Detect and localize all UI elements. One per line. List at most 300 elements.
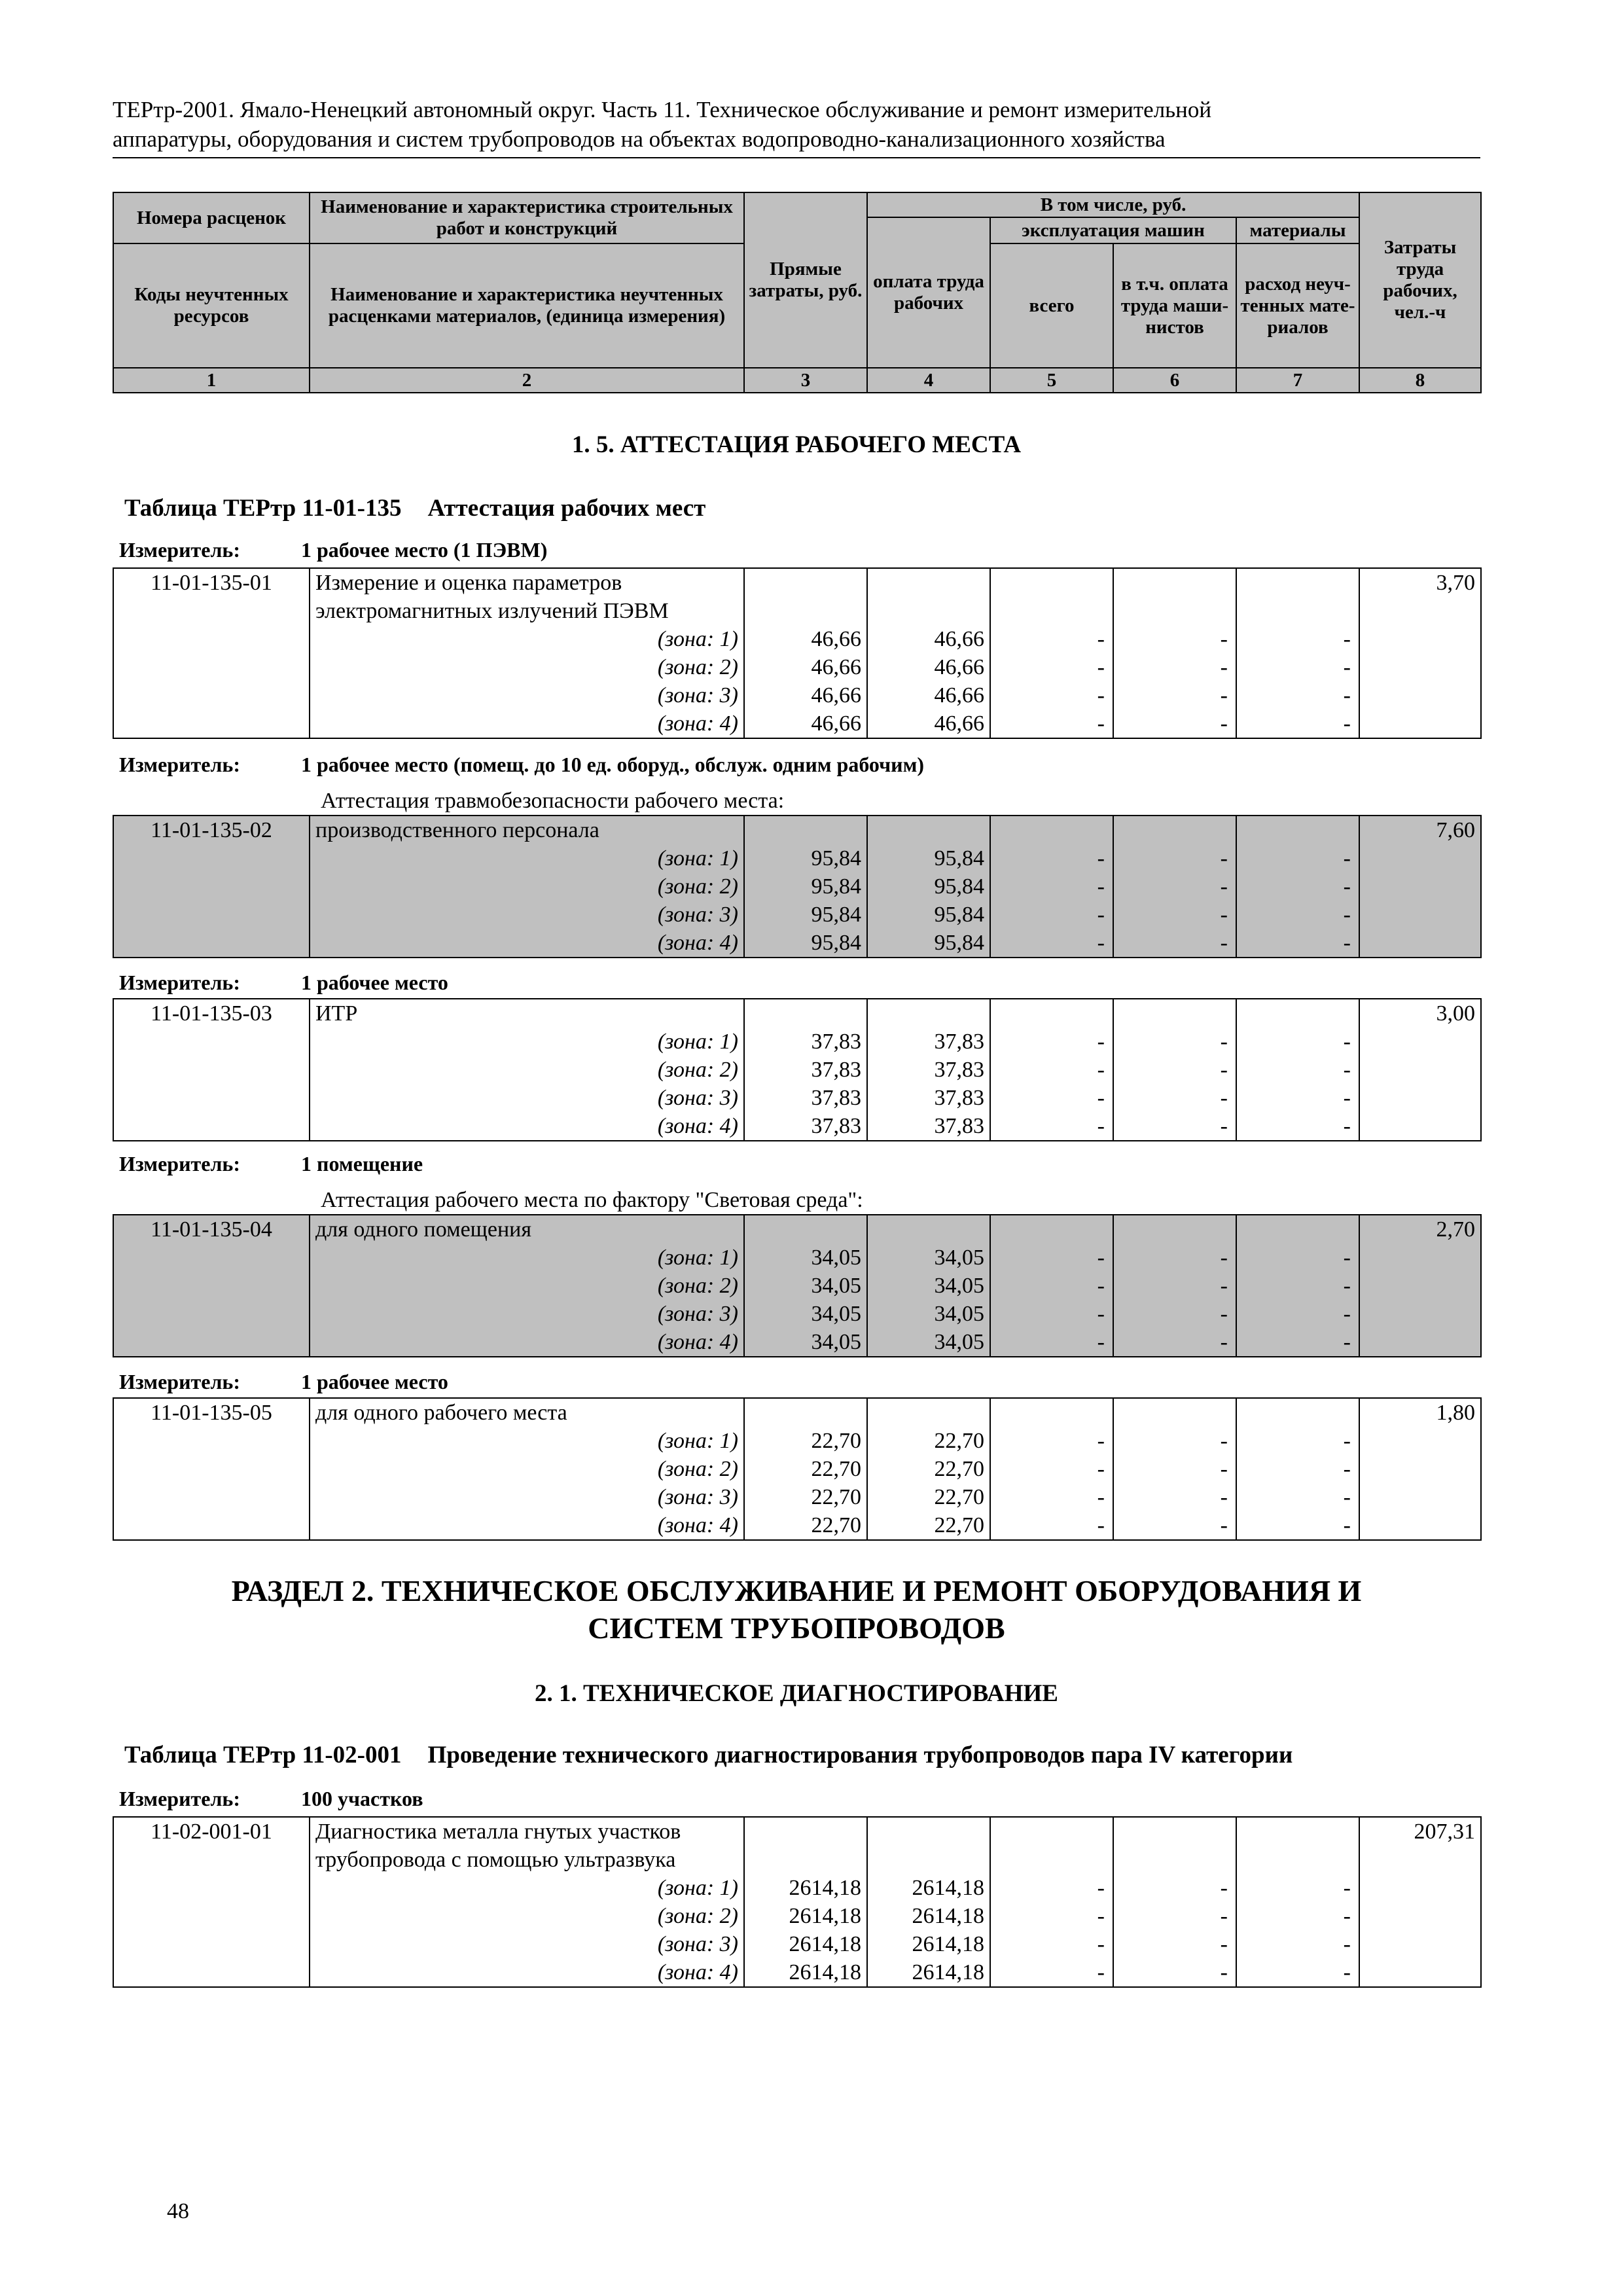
rate-code: 11-01-135-01 <box>113 568 310 597</box>
machines-total: - <box>990 1874 1113 1902</box>
machinist-wage: - <box>1113 1483 1236 1511</box>
labor-cost <box>1359 901 1481 929</box>
rate-name-row <box>113 999 1481 1028</box>
labor-cost <box>1359 1427 1481 1455</box>
meter-value: 1 рабочее место <box>301 971 448 994</box>
empty-cell <box>744 1215 867 1244</box>
zone-label: (зона: 3) <box>310 901 744 929</box>
labor-cost: 3,70 <box>1359 568 1481 597</box>
empty-cell <box>1236 568 1359 597</box>
empty-cell <box>1236 1846 1359 1874</box>
empty-cell <box>1236 597 1359 625</box>
col2-top-header: Наименование и характеристика строительных работ и конструкций <box>310 192 744 243</box>
labor-cost <box>1359 872 1481 901</box>
wage-cost: 22,70 <box>867 1483 990 1511</box>
direct-cost: 46,66 <box>744 653 867 681</box>
machinist-wage: - <box>1113 1300 1236 1328</box>
wage-cost: 34,05 <box>867 1300 990 1328</box>
table-code: Таблица ТЕРтр 11-01-135 <box>124 495 402 522</box>
meter-label: Измеритель: <box>119 1787 240 1810</box>
direct-cost: 22,70 <box>744 1483 867 1511</box>
labor-cost <box>1359 1511 1481 1540</box>
col-number: 6 <box>1113 368 1236 393</box>
machines-total: - <box>990 1028 1113 1056</box>
col-number: 8 <box>1359 368 1481 393</box>
zone-label: (зона: 4) <box>310 709 744 738</box>
rate-table <box>113 1816 1482 1988</box>
labor-cost <box>1359 1300 1481 1328</box>
machinist-wage: - <box>1113 1902 1236 1930</box>
wage-cost: 46,66 <box>867 625 990 653</box>
labor-cost <box>1359 1328 1481 1357</box>
materials-consumption: - <box>1236 844 1359 872</box>
machines-total: - <box>990 844 1113 872</box>
rate-name: Диагностика металла гнутых участков <box>310 1817 744 1846</box>
empty-cell <box>1113 816 1236 844</box>
materials-consumption: - <box>1236 1427 1359 1455</box>
wage-cost: 95,84 <box>867 901 990 929</box>
section-title: 1. 5. АТТЕСТАЦИЯ РАБОЧЕГО МЕСТА <box>571 431 1022 458</box>
zone-row <box>113 929 1481 958</box>
wage-cost: 95,84 <box>867 872 990 901</box>
rate-name: производственного персонала <box>310 816 744 844</box>
direct-cost: 95,84 <box>744 929 867 958</box>
col-number: 1 <box>113 368 310 393</box>
labor-cost <box>1359 1244 1481 1272</box>
meter-value: 1 помещение <box>301 1152 423 1175</box>
machines-total: - <box>990 1958 1113 1987</box>
empty-cell <box>1236 1215 1359 1244</box>
rate-code <box>113 1244 310 1272</box>
zone-row <box>113 1483 1481 1511</box>
rate-code <box>113 1084 310 1112</box>
rate-name: для одного помещения <box>310 1215 744 1244</box>
empty-cell <box>867 1215 990 1244</box>
direct-cost: 2614,18 <box>744 1930 867 1958</box>
machines-total: - <box>990 1300 1113 1328</box>
materials-header: материалы <box>1236 217 1359 243</box>
col6-header: в т.ч. оплата труда маши-нистов <box>1113 243 1236 368</box>
materials-consumption: - <box>1236 872 1359 901</box>
labor-cost: 207,31 <box>1359 1817 1481 1846</box>
rate-code <box>113 1874 310 1902</box>
machines-total: - <box>990 1455 1113 1483</box>
zone-label: (зона: 4) <box>310 1328 744 1357</box>
rate-code <box>113 1328 310 1357</box>
zone-label: (зона: 3) <box>310 1483 744 1511</box>
direct-cost: 46,66 <box>744 625 867 653</box>
direct-cost: 37,83 <box>744 1028 867 1056</box>
rate-code <box>113 901 310 929</box>
labor-cost <box>1359 929 1481 958</box>
machines-total: - <box>990 1930 1113 1958</box>
zone-label: (зона: 4) <box>310 1511 744 1540</box>
rate-name: электромагнитных излучений ПЭВМ <box>310 597 744 625</box>
labor-cost: 1,80 <box>1359 1398 1481 1427</box>
zone-row <box>113 1300 1481 1328</box>
rate-code: 11-01-135-05 <box>113 1398 310 1427</box>
labor-cost <box>1359 1874 1481 1902</box>
direct-cost: 2614,18 <box>744 1902 867 1930</box>
labor-cost <box>1359 1483 1481 1511</box>
rate-code <box>113 1028 310 1056</box>
zone-row <box>113 625 1481 653</box>
materials-consumption: - <box>1236 1244 1359 1272</box>
zone-label: (зона: 2) <box>310 1272 744 1300</box>
zone-label: (зона: 3) <box>310 681 744 709</box>
zone-row <box>113 1328 1481 1357</box>
machines-total: - <box>990 681 1113 709</box>
labor-cost: 3,00 <box>1359 999 1481 1028</box>
rate-code <box>113 1427 310 1455</box>
rate-group-label: Аттестация рабочего места по фактору "Световая среда": <box>321 1188 863 1212</box>
wage-cost: 34,05 <box>867 1328 990 1357</box>
part-title-line-1: РАЗДЕЛ 2. ТЕХНИЧЕСКОЕ ОБСЛУЖИВАНИЕ И РЕМОНТ ОБОРУДОВАНИЯ И <box>231 1574 1362 1607</box>
machines-total: - <box>990 1511 1113 1540</box>
zone-row <box>113 844 1481 872</box>
machinist-wage: - <box>1113 901 1236 929</box>
labor-cost <box>1359 1084 1481 1112</box>
zone-row <box>113 901 1481 929</box>
rate-code: 11-01-135-02 <box>113 816 310 844</box>
rate-name: Измерение и оценка параметров <box>310 568 744 597</box>
machines-header: эксплуатация машин <box>990 217 1236 243</box>
zone-row <box>113 1874 1481 1902</box>
labor-cost <box>1359 1056 1481 1084</box>
machinist-wage: - <box>1113 1272 1236 1300</box>
machines-total: - <box>990 1483 1113 1511</box>
empty-cell <box>990 1846 1113 1874</box>
machinist-wage: - <box>1113 1244 1236 1272</box>
rate-code <box>113 1846 310 1874</box>
direct-cost: 2614,18 <box>744 1874 867 1902</box>
machines-total: - <box>990 929 1113 958</box>
meter-label: Измеритель: <box>119 1152 240 1175</box>
machines-total: - <box>990 1272 1113 1300</box>
machinist-wage: - <box>1113 1084 1236 1112</box>
materials-consumption: - <box>1236 653 1359 681</box>
machines-total: - <box>990 709 1113 738</box>
rate-code <box>113 1300 310 1328</box>
table-code: Таблица ТЕРтр 11-02-001 <box>124 1742 402 1768</box>
table-caption <box>124 494 705 522</box>
col8-header: Затраты труда рабочих, чел.-ч <box>1359 192 1481 368</box>
zone-label: (зона: 1) <box>310 1244 744 1272</box>
zone-label: (зона: 2) <box>310 653 744 681</box>
direct-cost: 46,66 <box>744 681 867 709</box>
col3-header: Прямые затраты, руб. <box>744 192 867 368</box>
zone-label: (зона: 3) <box>310 1084 744 1112</box>
labor-cost <box>1359 1958 1481 1987</box>
materials-consumption: - <box>1236 1328 1359 1357</box>
rate-code <box>113 597 310 625</box>
col1-bottom-header: Коды неучтенных ресурсов <box>113 243 310 368</box>
meter-label: Измеритель: <box>119 753 240 776</box>
zone-row <box>113 1244 1481 1272</box>
materials-consumption: - <box>1236 1483 1359 1511</box>
direct-cost: 37,83 <box>744 1084 867 1112</box>
rate-name-row <box>113 1817 1481 1846</box>
zone-label: (зона: 3) <box>310 1300 744 1328</box>
materials-consumption: - <box>1236 1272 1359 1300</box>
materials-consumption: - <box>1236 1874 1359 1902</box>
meter-value: 100 участков <box>301 1787 423 1810</box>
direct-cost: 34,05 <box>744 1300 867 1328</box>
rate-code <box>113 653 310 681</box>
rate-code <box>113 1483 310 1511</box>
zone-label: (зона: 1) <box>310 1874 744 1902</box>
rate-name-row <box>113 597 1481 625</box>
direct-cost: 95,84 <box>744 901 867 929</box>
rate-name-row <box>113 1215 1481 1244</box>
zone-row <box>113 1511 1481 1540</box>
machines-total: - <box>990 1902 1113 1930</box>
wage-cost: 46,66 <box>867 653 990 681</box>
labor-cost <box>1359 1930 1481 1958</box>
rate-code <box>113 1112 310 1141</box>
rate-code <box>113 1272 310 1300</box>
direct-cost: 95,84 <box>744 844 867 872</box>
empty-cell <box>744 999 867 1028</box>
machinist-wage: - <box>1113 1511 1236 1540</box>
rate-name-row <box>113 816 1481 844</box>
running-header <box>113 95 1480 154</box>
empty-cell <box>1113 1846 1236 1874</box>
meter-line <box>119 1787 423 1811</box>
rate-name-row <box>113 568 1481 597</box>
meter-line <box>119 1152 423 1176</box>
rate-table <box>113 567 1482 739</box>
wage-cost: 34,05 <box>867 1244 990 1272</box>
materials-consumption: - <box>1236 1028 1359 1056</box>
machinist-wage: - <box>1113 929 1236 958</box>
table-caption <box>124 1741 1293 1769</box>
rate-code <box>113 1511 310 1540</box>
rate-table <box>113 1397 1482 1541</box>
empty-cell <box>1113 1817 1236 1846</box>
meter-value: 1 рабочее место (помещ. до 10 ед. оборуд., обслуж. одним рабочим) <box>301 753 925 776</box>
labor-cost <box>1359 597 1481 625</box>
column-header-table <box>113 192 1482 393</box>
machinist-wage: - <box>1113 1328 1236 1357</box>
empty-cell <box>1113 1398 1236 1427</box>
machinist-wage: - <box>1113 872 1236 901</box>
rate-name: для одного рабочего места <box>310 1398 744 1427</box>
labor-cost <box>1359 1455 1481 1483</box>
page-number: 48 <box>167 2199 189 2223</box>
wage-cost: 37,83 <box>867 1112 990 1141</box>
direct-cost: 22,70 <box>744 1455 867 1483</box>
direct-cost: 22,70 <box>744 1511 867 1540</box>
empty-cell <box>1113 568 1236 597</box>
machines-total: - <box>990 872 1113 901</box>
machines-total: - <box>990 1244 1113 1272</box>
zone-label: (зона: 1) <box>310 625 744 653</box>
rate-code <box>113 1056 310 1084</box>
wage-cost: 2614,18 <box>867 1874 990 1902</box>
machines-total: - <box>990 625 1113 653</box>
zone-row <box>113 1056 1481 1084</box>
machines-total: - <box>990 653 1113 681</box>
zone-row <box>113 681 1481 709</box>
zone-label: (зона: 1) <box>310 1427 744 1455</box>
meter-label: Измеритель: <box>119 538 240 562</box>
part-title <box>113 1572 1480 1647</box>
rate-code <box>113 872 310 901</box>
wage-cost: 46,66 <box>867 681 990 709</box>
zone-row <box>113 1902 1481 1930</box>
materials-consumption: - <box>1236 1930 1359 1958</box>
machines-total: - <box>990 1328 1113 1357</box>
labor-cost <box>1359 1846 1481 1874</box>
rate-code <box>113 709 310 738</box>
zone-row <box>113 1028 1481 1056</box>
labor-cost <box>1359 625 1481 653</box>
col-number: 5 <box>990 368 1113 393</box>
meter-label: Измеритель: <box>119 971 240 994</box>
rate-code: 11-02-001-01 <box>113 1817 310 1846</box>
table-name: Аттестация рабочих мест <box>427 495 706 522</box>
zone-row <box>113 709 1481 738</box>
empty-cell <box>744 1817 867 1846</box>
direct-cost: 46,66 <box>744 709 867 738</box>
labor-cost <box>1359 1902 1481 1930</box>
materials-consumption: - <box>1236 1084 1359 1112</box>
meter-line <box>119 538 547 562</box>
wage-cost: 22,70 <box>867 1427 990 1455</box>
empty-cell <box>990 1215 1113 1244</box>
labor-cost <box>1359 681 1481 709</box>
rate-code <box>113 844 310 872</box>
running-header-line-2: аппаратуры, оборудования и систем трубопроводов на объектах водопроводно-канализационного хозяйства <box>113 126 1166 152</box>
rate-table <box>113 815 1482 958</box>
empty-cell <box>1236 1817 1359 1846</box>
labor-cost: 7,60 <box>1359 816 1481 844</box>
zone-row <box>113 872 1481 901</box>
rate-code <box>113 681 310 709</box>
empty-cell <box>990 597 1113 625</box>
empty-cell <box>744 1846 867 1874</box>
materials-consumption: - <box>1236 709 1359 738</box>
zone-label: (зона: 4) <box>310 1112 744 1141</box>
direct-cost: 37,83 <box>744 1112 867 1141</box>
wage-cost: 37,83 <box>867 1084 990 1112</box>
empty-cell <box>1236 1398 1359 1427</box>
machinist-wage: - <box>1113 1427 1236 1455</box>
materials-consumption: - <box>1236 1902 1359 1930</box>
zone-label: (зона: 2) <box>310 1056 744 1084</box>
machinist-wage: - <box>1113 709 1236 738</box>
materials-consumption: - <box>1236 1455 1359 1483</box>
table-name: Проведение технического диагностирования трубопроводов пара IV категории <box>427 1742 1293 1768</box>
machinist-wage: - <box>1113 1028 1236 1056</box>
wage-cost: 37,83 <box>867 1028 990 1056</box>
rate-group-label: Аттестация травмобезопасности рабочего места: <box>321 789 785 813</box>
empty-cell <box>990 999 1113 1028</box>
empty-cell <box>867 1817 990 1846</box>
rate-name: трубопровода с помощью ультразвука <box>310 1846 744 1874</box>
rate-code <box>113 1455 310 1483</box>
running-header-line-1: ТЕРтр-2001. Ямало-Ненецкий автономный округ. Часть 11. Техническое обслуживание и ремонт измерительной <box>113 97 1212 122</box>
wage-cost: 22,70 <box>867 1511 990 1540</box>
meter-label: Измеритель: <box>119 1370 240 1393</box>
part-title-line-2: СИСТЕМ ТРУБОПРОВОДОВ <box>588 1611 1005 1645</box>
wage-cost: 2614,18 <box>867 1902 990 1930</box>
zone-label: (зона: 4) <box>310 1958 744 1987</box>
empty-cell <box>990 1398 1113 1427</box>
empty-cell <box>990 568 1113 597</box>
empty-cell <box>1236 999 1359 1028</box>
meter-line <box>119 753 924 777</box>
rate-code: 11-01-135-04 <box>113 1215 310 1244</box>
empty-cell <box>867 568 990 597</box>
wage-cost: 46,66 <box>867 709 990 738</box>
rate-code: 11-01-135-03 <box>113 999 310 1028</box>
rate-name-row <box>113 1398 1481 1427</box>
machinist-wage: - <box>1113 844 1236 872</box>
empty-cell <box>867 999 990 1028</box>
rate-code <box>113 1930 310 1958</box>
wage-cost: 95,84 <box>867 844 990 872</box>
machinist-wage: - <box>1113 1874 1236 1902</box>
labor-cost <box>1359 1272 1481 1300</box>
empty-cell <box>1113 1215 1236 1244</box>
rate-table <box>113 998 1482 1141</box>
materials-consumption: - <box>1236 1511 1359 1540</box>
machines-total: - <box>990 1112 1113 1141</box>
machinist-wage: - <box>1113 1056 1236 1084</box>
empty-cell <box>867 816 990 844</box>
zone-label: (зона: 2) <box>310 872 744 901</box>
col5-header: всего <box>990 243 1113 368</box>
meter-line <box>119 971 448 995</box>
meter-value: 1 рабочее место <box>301 1370 448 1393</box>
zone-row <box>113 1084 1481 1112</box>
machines-total: - <box>990 1056 1113 1084</box>
empty-cell <box>990 816 1113 844</box>
materials-consumption: - <box>1236 625 1359 653</box>
group-header: В том числе, руб. <box>867 192 1359 217</box>
col-number: 4 <box>867 368 990 393</box>
col-number: 7 <box>1236 368 1359 393</box>
materials-consumption: - <box>1236 1300 1359 1328</box>
zone-row <box>113 1272 1481 1300</box>
direct-cost: 34,05 <box>744 1244 867 1272</box>
materials-consumption: - <box>1236 681 1359 709</box>
zone-label: (зона: 1) <box>310 1028 744 1056</box>
zone-row <box>113 1112 1481 1141</box>
labor-cost: 2,70 <box>1359 1215 1481 1244</box>
materials-consumption: - <box>1236 1958 1359 1987</box>
direct-cost: 34,05 <box>744 1272 867 1300</box>
rate-code <box>113 1958 310 1987</box>
materials-consumption: - <box>1236 901 1359 929</box>
machinist-wage: - <box>1113 1958 1236 1987</box>
empty-cell <box>990 1817 1113 1846</box>
meter-value: 1 рабочее место (1 ПЭВМ) <box>301 538 548 562</box>
empty-cell <box>1113 597 1236 625</box>
empty-cell <box>1236 816 1359 844</box>
wage-cost: 2614,18 <box>867 1958 990 1987</box>
direct-cost: 37,83 <box>744 1056 867 1084</box>
machinist-wage: - <box>1113 625 1236 653</box>
machines-total: - <box>990 1084 1113 1112</box>
wage-cost: 37,83 <box>867 1056 990 1084</box>
labor-cost <box>1359 653 1481 681</box>
zone-label: (зона: 4) <box>310 929 744 958</box>
materials-consumption: - <box>1236 929 1359 958</box>
rate-code <box>113 625 310 653</box>
